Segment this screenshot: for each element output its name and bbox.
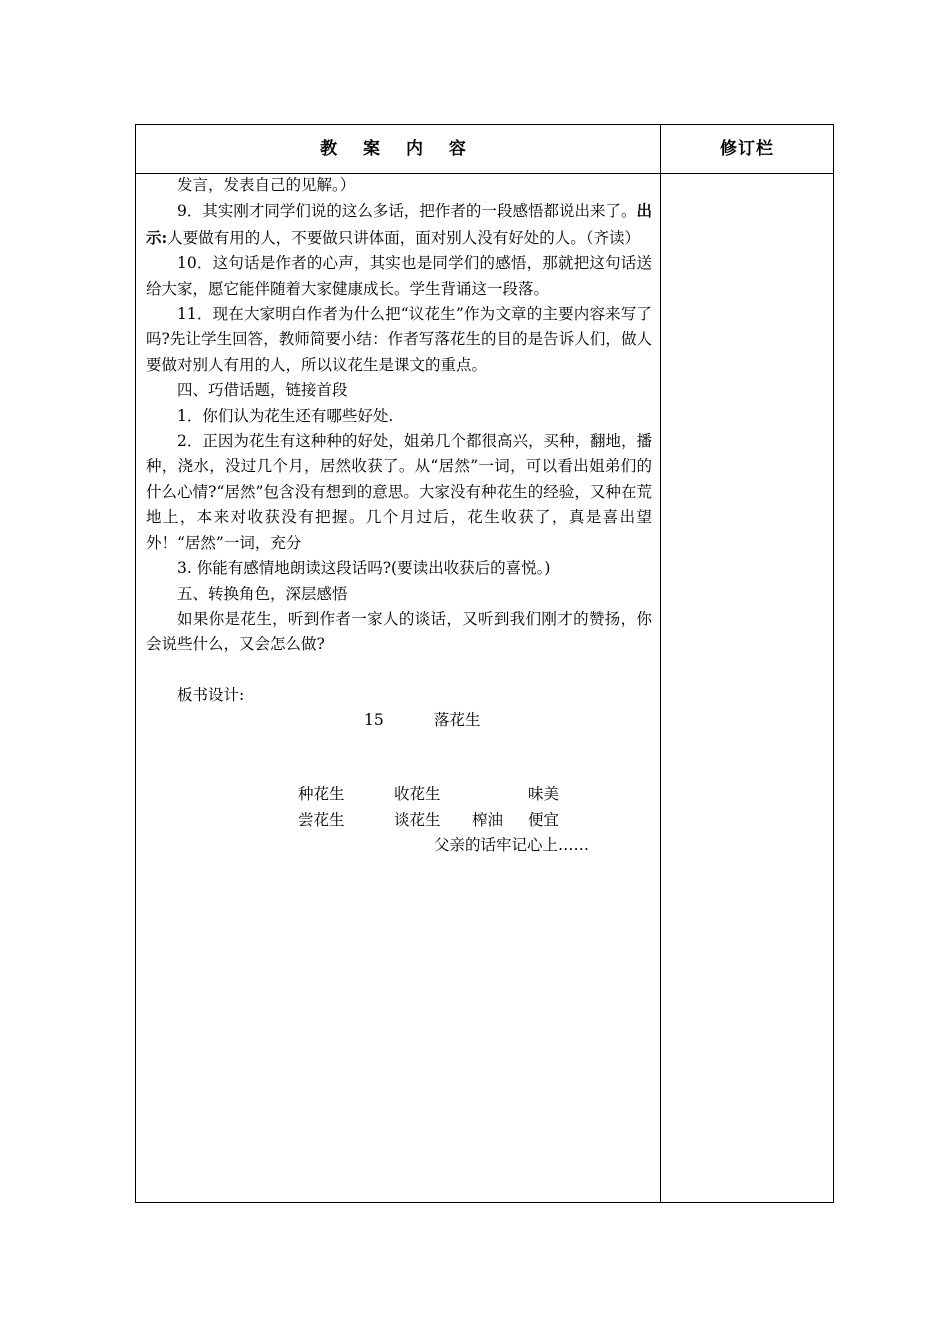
paragraph: 1．你们认为花生还有哪些好处. — [177, 406, 394, 425]
paragraph: 发言，发表自己的见解。） — [177, 176, 356, 194]
paragraph: 3. 你能有感情地朗读这段话吗?(要读出收获后的喜悦。) — [177, 559, 551, 578]
board-item: 父亲的话牢记心上…… — [434, 836, 590, 855]
board-item: 种花生 — [298, 785, 345, 804]
board-number: 15 — [364, 711, 384, 730]
board-item: 谈花生 — [394, 811, 441, 830]
revision-column-header: 修订栏 — [720, 139, 774, 159]
paragraph: 10．这句话是作者的心声，其实也是同学们的感悟，那就把这句话送给大家，愿它能伴随着大家健康成长。学生背诵这一段落。 — [146, 254, 652, 298]
paragraph: 9．其实刚才同学们说的这么多话，把作者的一段感悟都说出来了。出示:人要做有用的人，不要做只讲体面，面对别人没有好处的人。（齐读） — [146, 201, 652, 247]
paragraph: 如果你是花生，听到作者一家人的谈话，又听到我们刚才的赞扬，你会说些什么，又会怎么做? — [146, 609, 652, 654]
board-item: 味美 — [528, 785, 560, 804]
board-design-label: 板书设计: — [177, 685, 245, 704]
board-item: 榨油 — [472, 811, 504, 830]
board-item: 收花生 — [394, 785, 441, 804]
paragraph: 11．现在大家明白作者为什么把“议花生”作为文章的主要内容来写了吗?先让学生回答，教师简要小结：作者写落花生的目的是告诉人们，做人要做对别人有用的人，所以议花生是课文的重点。 — [146, 305, 652, 374]
board-item: 尝花生 — [298, 811, 345, 830]
board-design — [146, 708, 652, 878]
column-divider — [660, 125, 661, 1202]
lesson-plan-table — [135, 124, 834, 1203]
paragraph: 2．正因为花生有这种种的好处，姐弟几个都很高兴，买种，翻地，播种，浇水，没过几个月，居然收获了。从“居然”一词，可以看出姐弟们的什么心情?“居然”包含没有想到的意思。大家没有种花生的经验，又种在荒地上，本来对收获没有把握。几个月过后，花生收获了，真是喜出望外！“居然”一词，充分 — [146, 432, 652, 552]
content-column-header: 教 案 内 容 — [320, 139, 476, 159]
section-heading: 五、转换角色，深层感悟 — [177, 584, 348, 603]
lesson-content — [146, 173, 652, 878]
bold-label-show: 出示: — [146, 201, 652, 247]
board-item: 便宜 — [528, 811, 560, 830]
section-heading: 四、巧借话题，链接首段 — [177, 381, 348, 400]
board-title: 落花生 — [434, 711, 481, 730]
